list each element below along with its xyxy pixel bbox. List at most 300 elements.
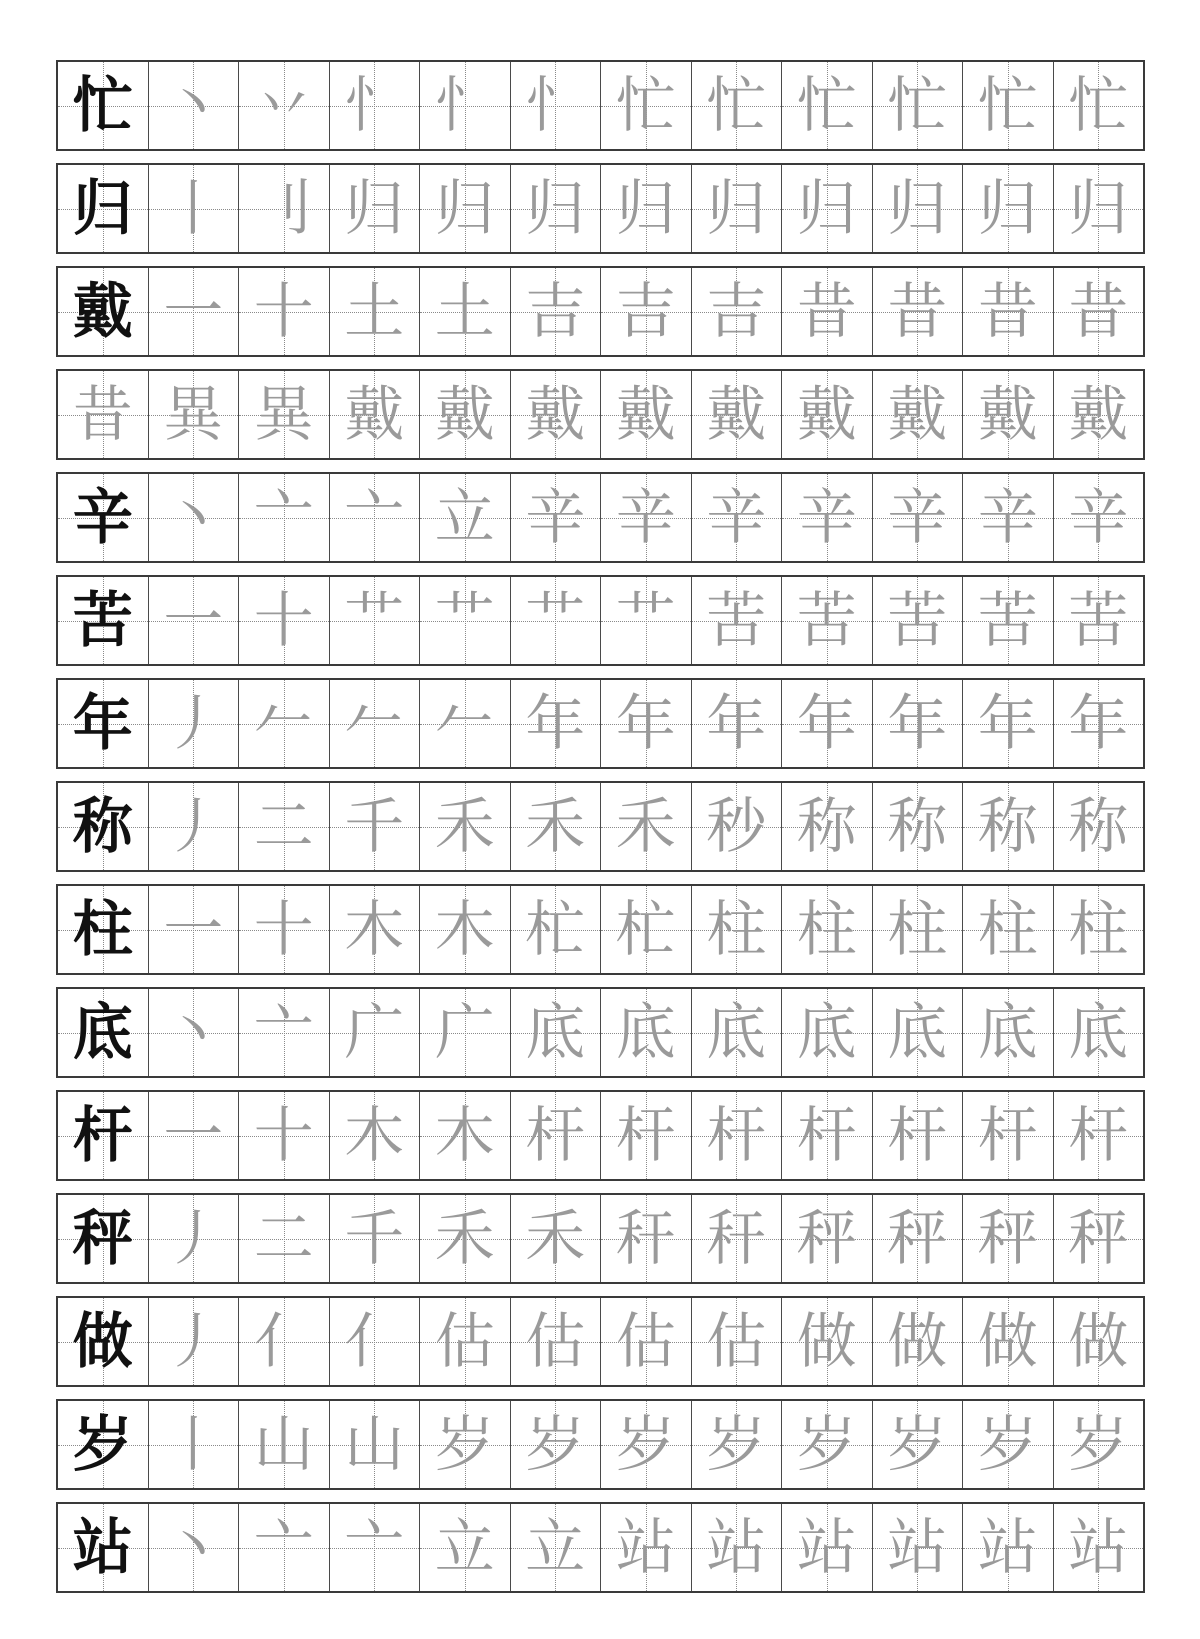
tracing-cell (148, 62, 239, 149)
practice-row (56, 1399, 1145, 1490)
tracing-cell (962, 1401, 1053, 1488)
tracing-cell (1053, 680, 1144, 767)
tracing-cell (781, 886, 872, 973)
tracing-cell (510, 886, 601, 973)
stroke-step-character: 忙 (1068, 70, 1129, 141)
stroke-step-character: 估 (434, 1306, 495, 1377)
stroke-step-character: 吉 (525, 276, 586, 347)
stroke-step-character: 亠 (344, 1512, 405, 1583)
stroke-step-character: 底 (1068, 997, 1129, 1068)
tracing-cell (419, 989, 510, 1076)
practice-row (56, 266, 1145, 357)
stroke-step-character: 艹 (525, 585, 586, 656)
tracing-cell (329, 1401, 420, 1488)
stroke-step-character: 亻 (344, 1306, 405, 1377)
stroke-step-character: 底 (887, 997, 948, 1068)
model-character: 秤 (72, 1203, 133, 1274)
tracing-cell (510, 577, 601, 664)
practice-row (56, 884, 1145, 975)
stroke-step-character: 苦 (706, 585, 767, 656)
stroke-step-character: 吉 (615, 276, 676, 347)
tracing-cell (148, 371, 239, 458)
stroke-step-character: 戴 (977, 379, 1038, 450)
stroke-step-character: 秤 (977, 1203, 1038, 1274)
writing-worksheet (56, 60, 1145, 1605)
tracing-cell (510, 680, 601, 767)
stroke-step-character: 十 (253, 585, 314, 656)
tracing-cell (600, 62, 691, 149)
stroke-step-character: 戴 (344, 379, 405, 450)
tracing-cell (962, 1195, 1053, 1282)
stroke-step-character: 苦 (796, 585, 857, 656)
tracing-cell (419, 783, 510, 870)
tracing-cell (872, 886, 963, 973)
tracing-cell (238, 577, 329, 664)
stroke-step-character: 秆 (706, 1203, 767, 1274)
tracing-cell (691, 989, 782, 1076)
stroke-step-character: 忄 (434, 70, 495, 141)
stroke-step-character: 辛 (525, 482, 586, 553)
stroke-step-character: 杧 (525, 894, 586, 965)
stroke-step-character: 戴 (434, 379, 495, 450)
stroke-step-character: 忙 (977, 70, 1038, 141)
tracing-cell (600, 680, 691, 767)
tracing-cell (238, 989, 329, 1076)
stroke-step-character: 辛 (1068, 482, 1129, 553)
model-character-cell (58, 268, 148, 355)
stroke-step-character: 杆 (525, 1100, 586, 1171)
stroke-step-character: 辛 (977, 482, 1038, 553)
model-character-cell (58, 165, 148, 252)
stroke-step-character: 秤 (1068, 1203, 1129, 1274)
tracing-cell (962, 577, 1053, 664)
tracing-cell (148, 1401, 239, 1488)
tracing-cell (1053, 886, 1144, 973)
tracing-cell (600, 1298, 691, 1385)
tracing-cell (872, 1401, 963, 1488)
stroke-step-character: 年 (796, 688, 857, 759)
tracing-cell (510, 1298, 601, 1385)
practice-row (56, 60, 1145, 151)
tracing-cell (691, 1298, 782, 1385)
tracing-cell (238, 268, 329, 355)
model-character-cell (58, 783, 148, 870)
stroke-step-character: 丿 (163, 688, 224, 759)
tracing-cell (600, 1195, 691, 1282)
tracing-cell (962, 1092, 1053, 1179)
stroke-step-character: 山 (253, 1409, 314, 1480)
tracing-cell (238, 371, 329, 458)
stroke-step-character: 𠂉 (344, 688, 405, 759)
tracing-cell (781, 268, 872, 355)
stroke-step-character: 称 (796, 791, 857, 862)
stroke-step-character: 苦 (977, 585, 1038, 656)
model-character: 站 (72, 1512, 133, 1583)
stroke-step-character: 归 (887, 173, 948, 244)
tracing-cell (781, 1401, 872, 1488)
stroke-step-character: 丶 (163, 482, 224, 553)
model-character: 辛 (72, 482, 133, 553)
tracing-cell (148, 474, 239, 561)
stroke-step-character: 一 (163, 276, 224, 347)
tracing-cell (510, 371, 601, 458)
stroke-step-character: 𠂉 (434, 688, 495, 759)
model-character: 杆 (72, 1100, 133, 1171)
tracing-cell (238, 165, 329, 252)
stroke-step-character: 戴 (525, 379, 586, 450)
tracing-cell (148, 886, 239, 973)
stroke-step-character: 归 (796, 173, 857, 244)
stroke-step-character: 亠 (253, 997, 314, 1068)
tracing-cell (872, 1092, 963, 1179)
stroke-step-character: 年 (977, 688, 1038, 759)
tracing-cell (781, 989, 872, 1076)
stroke-step-character: 年 (525, 688, 586, 759)
stroke-step-character: 忙 (706, 70, 767, 141)
stroke-step-character: 底 (615, 997, 676, 1068)
stroke-step-character: 岁 (977, 1409, 1038, 1480)
stroke-step-character: 站 (887, 1512, 948, 1583)
stroke-step-character: 年 (1068, 688, 1129, 759)
tracing-cell (872, 371, 963, 458)
stroke-step-character: 亠 (253, 482, 314, 553)
stroke-step-character: 土 (344, 276, 405, 347)
stroke-step-character: 一 (163, 1100, 224, 1171)
tracing-cell (781, 577, 872, 664)
stroke-step-character: 木 (344, 1100, 405, 1171)
tracing-cell (1053, 1195, 1144, 1282)
stroke-step-character: 称 (977, 791, 1038, 862)
model-character: 岁 (72, 1409, 133, 1480)
stroke-step-character: 底 (706, 997, 767, 1068)
stroke-step-character: 估 (525, 1306, 586, 1377)
model-character-cell (58, 989, 148, 1076)
stroke-step-character: 苦 (887, 585, 948, 656)
stroke-step-character: 昔 (796, 276, 857, 347)
tracing-cell (238, 1401, 329, 1488)
stroke-step-character: 艹 (344, 585, 405, 656)
tracing-cell (962, 474, 1053, 561)
tracing-cell (1053, 268, 1144, 355)
stroke-step-character: 广 (434, 997, 495, 1068)
stroke-step-character: 艹 (615, 585, 676, 656)
tracing-cell (148, 680, 239, 767)
tracing-cell (691, 1504, 782, 1591)
stroke-step-character: 杆 (977, 1100, 1038, 1171)
tracing-cell (691, 268, 782, 355)
stroke-step-character: 亠 (344, 482, 405, 553)
stroke-step-character: 異 (253, 379, 314, 450)
stroke-step-character: 立 (525, 1512, 586, 1583)
model-character: 称 (72, 791, 133, 862)
tracing-cell (510, 62, 601, 149)
stroke-step-character: 苦 (1068, 585, 1129, 656)
stroke-step-character: 估 (706, 1306, 767, 1377)
tracing-cell (781, 1504, 872, 1591)
tracing-cell (148, 1195, 239, 1282)
stroke-step-character: 丿 (163, 791, 224, 862)
stroke-step-character: 岁 (525, 1409, 586, 1480)
tracing-cell (872, 989, 963, 1076)
tracing-cell (962, 989, 1053, 1076)
tracing-cell (781, 1092, 872, 1179)
tracing-cell (691, 577, 782, 664)
tracing-cell (872, 1195, 963, 1282)
tracing-cell (510, 474, 601, 561)
stroke-step-character: 忙 (887, 70, 948, 141)
tracing-cell (872, 577, 963, 664)
stroke-step-character: 刂 (253, 173, 314, 244)
stroke-step-character: 称 (887, 791, 948, 862)
stroke-step-character: 秆 (615, 1203, 676, 1274)
practice-row (56, 987, 1145, 1078)
tracing-cell (600, 577, 691, 664)
tracing-cell (148, 989, 239, 1076)
stroke-step-character: 辛 (796, 482, 857, 553)
stroke-step-character: 二 (253, 1203, 314, 1274)
tracing-cell (691, 1092, 782, 1179)
stroke-step-character: 丶 (163, 997, 224, 1068)
stroke-step-character: 丶 (163, 1512, 224, 1583)
stroke-step-character: 丿 (163, 1203, 224, 1274)
stroke-step-character: 柱 (706, 894, 767, 965)
model-character-cell (58, 1401, 148, 1488)
stroke-step-character: 杧 (615, 894, 676, 965)
stroke-step-character: 站 (1068, 1512, 1129, 1583)
tracing-cell (148, 783, 239, 870)
stroke-step-character: 一 (163, 585, 224, 656)
stroke-step-character: 年 (887, 688, 948, 759)
tracing-cell (872, 680, 963, 767)
stroke-step-character: 辛 (615, 482, 676, 553)
tracing-cell (872, 1298, 963, 1385)
stroke-step-character: 一 (163, 894, 224, 965)
practice-row (56, 1193, 1145, 1284)
stroke-step-character: 广 (344, 997, 405, 1068)
tracing-cell (962, 1504, 1053, 1591)
practice-row (56, 781, 1145, 872)
stroke-step-character: 戴 (887, 379, 948, 450)
stroke-step-character: 岁 (887, 1409, 948, 1480)
tracing-cell (872, 62, 963, 149)
tracing-cell (600, 1401, 691, 1488)
tracing-cell (600, 371, 691, 458)
stroke-step-character: 做 (977, 1306, 1038, 1377)
stroke-step-character: 山 (344, 1409, 405, 1480)
stroke-step-character: 底 (977, 997, 1038, 1068)
stroke-step-character: 年 (706, 688, 767, 759)
stroke-step-character: 底 (525, 997, 586, 1068)
stroke-step-character: 丨 (163, 1409, 224, 1480)
stroke-step-character: 杆 (1068, 1100, 1129, 1171)
tracing-cell (510, 783, 601, 870)
tracing-cell (329, 783, 420, 870)
model-character: 归 (72, 173, 133, 244)
tracing-cell (510, 165, 601, 252)
stroke-step-character: 站 (615, 1512, 676, 1583)
tracing-cell (329, 680, 420, 767)
stroke-step-character: 岁 (1068, 1409, 1129, 1480)
tracing-cell (962, 268, 1053, 355)
stroke-step-character: 昔 (977, 276, 1038, 347)
stroke-step-character: 估 (615, 1306, 676, 1377)
stroke-step-character: 禾 (434, 791, 495, 862)
tracing-cell (691, 62, 782, 149)
tracing-cell (781, 680, 872, 767)
tracing-cell (329, 989, 420, 1076)
tracing-cell (419, 886, 510, 973)
tracing-cell (148, 165, 239, 252)
tracing-cell (691, 886, 782, 973)
stroke-step-character: 柱 (1068, 894, 1129, 965)
model-character: 苦 (72, 585, 133, 656)
stroke-step-character: 𠂉 (253, 688, 314, 759)
stroke-step-character: 千 (344, 791, 405, 862)
tracing-cell (691, 1195, 782, 1282)
stroke-step-character: 归 (344, 173, 405, 244)
tracing-cell (1053, 62, 1144, 149)
tracing-cell (419, 1298, 510, 1385)
tracing-cell (238, 1298, 329, 1385)
stroke-step-character: 禾 (434, 1203, 495, 1274)
tracing-cell (781, 474, 872, 561)
stroke-step-character: 柱 (977, 894, 1038, 965)
model-character-cell (58, 1092, 148, 1179)
stroke-step-character: 年 (615, 688, 676, 759)
tracing-cell (962, 1298, 1053, 1385)
tracing-cell (872, 474, 963, 561)
tracing-cell (781, 165, 872, 252)
stroke-step-character: 归 (706, 173, 767, 244)
tracing-cell (600, 1092, 691, 1179)
tracing-cell (148, 1092, 239, 1179)
tracing-cell (1053, 989, 1144, 1076)
practice-row (56, 472, 1145, 563)
stroke-step-character: 艹 (434, 585, 495, 656)
stroke-step-character: 丷 (253, 70, 314, 141)
stroke-step-character: 站 (706, 1512, 767, 1583)
tracing-cell (419, 1092, 510, 1179)
stroke-step-character: 立 (434, 482, 495, 553)
stroke-step-character: 丨 (163, 173, 224, 244)
stroke-step-character: 忄 (525, 70, 586, 141)
model-character: 底 (72, 997, 133, 1068)
stroke-step-character: 十 (253, 894, 314, 965)
stroke-step-character: 木 (434, 894, 495, 965)
tracing-cell (510, 1504, 601, 1591)
tracing-cell (419, 680, 510, 767)
stroke-step-character: 辛 (887, 482, 948, 553)
tracing-cell (238, 1195, 329, 1282)
stroke-step-character: 忄 (344, 70, 405, 141)
model-character-cell (58, 680, 148, 767)
practice-row (56, 163, 1145, 254)
stroke-step-character: 禾 (615, 791, 676, 862)
stroke-step-character: 戴 (615, 379, 676, 450)
model-character: 年 (72, 688, 133, 759)
stroke-step-character: 归 (1068, 173, 1129, 244)
stroke-step-character: 秤 (796, 1203, 857, 1274)
tracing-cell (691, 371, 782, 458)
model-character-cell (58, 474, 148, 561)
stroke-step-character: 千 (344, 1203, 405, 1274)
stroke-step-character: 二 (253, 791, 314, 862)
stroke-step-character: 戴 (796, 379, 857, 450)
tracing-cell (329, 165, 420, 252)
tracing-cell (419, 1504, 510, 1591)
tracing-cell (1053, 1092, 1144, 1179)
model-character: 柱 (72, 894, 133, 965)
model-character-cell (58, 62, 148, 149)
model-character-cell (58, 886, 148, 973)
tracing-cell (419, 1401, 510, 1488)
tracing-cell (962, 165, 1053, 252)
stroke-step-character: 做 (796, 1306, 857, 1377)
tracing-cell (600, 268, 691, 355)
tracing-cell (148, 268, 239, 355)
tracing-cell (238, 1092, 329, 1179)
tracing-cell (781, 1298, 872, 1385)
stroke-step-character: 吉 (706, 276, 767, 347)
tracing-cell (58, 371, 148, 458)
practice-row (56, 575, 1145, 666)
stroke-step-character: 禾 (525, 791, 586, 862)
stroke-step-character: 戴 (1068, 379, 1129, 450)
tracing-cell (781, 62, 872, 149)
stroke-step-character: 異 (163, 379, 224, 450)
tracing-cell (238, 474, 329, 561)
stroke-step-character: 忙 (615, 70, 676, 141)
tracing-cell (419, 474, 510, 561)
tracing-cell (510, 989, 601, 1076)
tracing-cell (872, 268, 963, 355)
tracing-cell (238, 1504, 329, 1591)
tracing-cell (419, 268, 510, 355)
stroke-step-character: 丶 (163, 70, 224, 141)
tracing-cell (329, 577, 420, 664)
tracing-cell (1053, 783, 1144, 870)
tracing-cell (872, 1504, 963, 1591)
stroke-step-character: 杆 (887, 1100, 948, 1171)
practice-row (56, 369, 1145, 460)
tracing-cell (962, 680, 1053, 767)
tracing-cell (148, 1298, 239, 1385)
tracing-cell (510, 268, 601, 355)
tracing-cell (329, 1504, 420, 1591)
stroke-step-character: 亻 (253, 1306, 314, 1377)
stroke-step-character: 杆 (796, 1100, 857, 1171)
tracing-cell (691, 165, 782, 252)
stroke-step-character: 杆 (706, 1100, 767, 1171)
tracing-cell (419, 165, 510, 252)
tracing-cell (148, 1504, 239, 1591)
stroke-step-character: 归 (525, 173, 586, 244)
tracing-cell (600, 165, 691, 252)
tracing-cell (419, 577, 510, 664)
tracing-cell (238, 886, 329, 973)
stroke-step-character: 昔 (887, 276, 948, 347)
stroke-step-character: 辛 (706, 482, 767, 553)
stroke-step-character: 禾 (525, 1203, 586, 1274)
model-character-cell (58, 577, 148, 664)
stroke-step-character: 立 (434, 1512, 495, 1583)
tracing-cell (600, 783, 691, 870)
tracing-cell (329, 268, 420, 355)
stroke-step-character: 岁 (706, 1409, 767, 1480)
tracing-cell (962, 62, 1053, 149)
stroke-step-character: 木 (344, 894, 405, 965)
tracing-cell (1053, 1298, 1144, 1385)
